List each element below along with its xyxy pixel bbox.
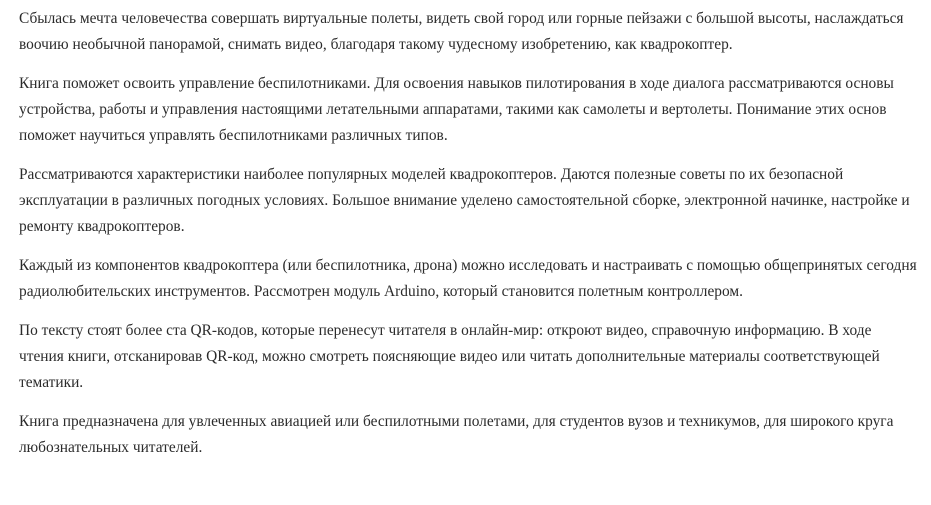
paragraph-components: Каждый из компонентов квадрокоптера (или беспилотника, дрона) можно исследовать и настраивать с помощью общепринятых сегодня радиолюбительских инструментов. Рассмотрен модуль Arduino, который становится полетным контроллером. [19, 257, 917, 300]
paragraph-piloting: Книга поможет освоить управление беспилотниками. Для освоения навыков пилотирования в ходе диалога рассматриваются основы устройства, работы и управления настоящими летательными аппаратами, такими как самолеты и вертолеты. Понимание этих основ поможет научиться управлять беспилотниками различных типов. [19, 75, 894, 144]
paragraph-audience: Книга предназначена для увлеченных авиацией или беспилотными полетами, для студентов вузов и техникумов, для широкого круга любознательных читателей. [19, 413, 894, 456]
paragraph-qr-codes: По тексту стоят более ста QR-кодов, которые перенесут читателя в онлайн-мир: откроют видео, справочную информацию. В ходе чтения книги, отсканировав QR-код, можно смотреть поясняющие видео или читать дополнительные материалы соответствующей тематики. [19, 322, 880, 391]
paragraph-models: Рассматриваются характеристики наиболее популярных моделей квадрокоптеров. Даются полезные советы по их безопасной эксплуатации в различных погодных условиях. Большое внимание уделено самостоятельной сборке, электронной начинке, настройке и ремонту квадрокоптеров. [19, 166, 910, 235]
paragraph-intro: Сбылась мечта человечества совершать виртуальные полеты, видеть свой город или горные пейзажи с большой высоты, наслаждаться воочию необычной панорамой, снимать видео, благодаря такому чудесному изобретению, как квадрокоптер. [19, 10, 904, 53]
book-description [19, 6, 919, 474]
